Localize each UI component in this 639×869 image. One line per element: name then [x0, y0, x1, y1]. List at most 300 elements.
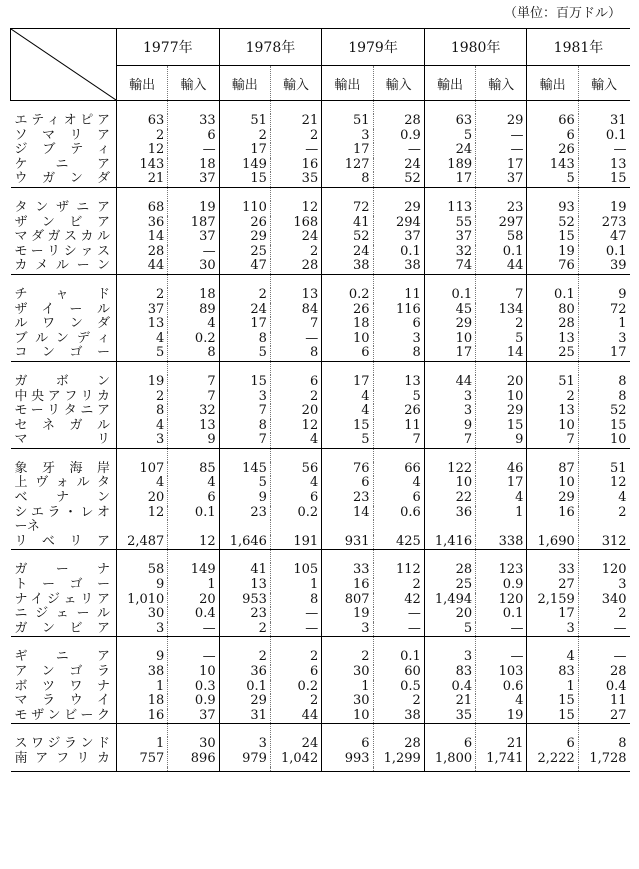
table-row [11, 650, 630, 665]
export-value: 26 [527, 143, 578, 158]
import-value: 58 [476, 230, 527, 245]
import-value: 9 [476, 433, 527, 448]
country-name: マリ [14, 432, 110, 448]
import-value: 18 [168, 288, 219, 303]
export-value: 757 [117, 752, 168, 767]
export-value: 1,800 [424, 752, 475, 767]
export-header: 輸出 [527, 66, 578, 101]
import-value: 168 [270, 216, 321, 231]
export-value: 38 [117, 665, 168, 680]
export-value: 28 [117, 245, 168, 260]
export-value: 93 [527, 201, 578, 216]
table-row [11, 578, 630, 593]
import-value: 39 [578, 259, 629, 274]
export-value: 13 [527, 404, 578, 419]
import-value: 46 [476, 462, 527, 477]
export-value: 5 [424, 129, 475, 144]
import-value: 2 [476, 317, 527, 332]
import-value: 1,299 [373, 752, 424, 767]
export-value: 7 [219, 404, 270, 419]
import-value: 33 [168, 114, 219, 129]
country-name: シエラ・レオ [14, 504, 110, 520]
export-header: 輸出 [322, 66, 373, 101]
import-value: 89 [168, 303, 219, 318]
import-value: 2 [578, 607, 629, 622]
import-value: 8 [578, 375, 629, 390]
import-value: 29 [476, 114, 527, 129]
country-name: ギニア [14, 649, 110, 665]
import-value: 13 [578, 158, 629, 173]
country-name: ガボン [14, 373, 110, 389]
table-row [11, 737, 630, 752]
export-value: 1,494 [424, 593, 475, 608]
export-value: 80 [527, 303, 578, 318]
export-value: 3 [527, 622, 578, 637]
table-row [11, 622, 630, 637]
export-value: 33 [322, 563, 373, 578]
country-name: 南アフリカ [14, 750, 110, 766]
import-value: — [476, 129, 527, 144]
export-value: 24 [424, 143, 475, 158]
export-value: 149 [219, 158, 270, 173]
import-value: 38 [373, 259, 424, 274]
import-value: — [373, 622, 424, 637]
export-value: 51 [219, 114, 270, 129]
export-value: 26 [219, 216, 270, 231]
export-value: 9 [117, 650, 168, 665]
import-value: 134 [476, 303, 527, 318]
import-value: 19 [578, 201, 629, 216]
export-value: 931 [322, 535, 373, 550]
import-value: 0.9 [476, 578, 527, 593]
import-value: 0.4 [578, 680, 629, 695]
year-header: 1981年 [527, 29, 630, 66]
import-value: 12 [270, 201, 321, 216]
import-value: 18 [168, 158, 219, 173]
export-value: 52 [527, 216, 578, 231]
export-value: 8 [117, 404, 168, 419]
export-value: 47 [219, 259, 270, 274]
import-value: — [168, 245, 219, 260]
export-value: 68 [117, 201, 168, 216]
import-value: 12 [168, 535, 219, 550]
export-value: 1,010 [117, 593, 168, 608]
country-name-cont: ーネ [14, 519, 40, 535]
import-value: 9 [168, 433, 219, 448]
table-row [11, 404, 630, 419]
table-row [11, 317, 630, 332]
export-value: 27 [527, 578, 578, 593]
export-value: 17 [424, 172, 475, 187]
import-value: 0.4 [168, 607, 219, 622]
table-row [11, 230, 630, 245]
import-value: 37 [476, 172, 527, 187]
export-value: 993 [322, 752, 373, 767]
export-value: 63 [117, 114, 168, 129]
import-value: 19 [168, 201, 219, 216]
export-value: 38 [322, 259, 373, 274]
export-value: 1,646 [219, 535, 270, 550]
import-value: 6 [373, 491, 424, 506]
import-value: 29 [476, 404, 527, 419]
export-value: 14 [322, 506, 373, 521]
import-value: 28 [373, 114, 424, 129]
export-value: 189 [424, 158, 475, 173]
import-value: 4 [373, 476, 424, 491]
export-value: 41 [219, 563, 270, 578]
export-value: 83 [424, 665, 475, 680]
import-value: 5 [476, 332, 527, 347]
import-value: 15 [578, 419, 629, 434]
table-row [11, 158, 630, 173]
import-value: 30 [168, 259, 219, 274]
group-separator [11, 274, 630, 288]
import-value: 16 [270, 158, 321, 173]
country-name: スワジランド [14, 736, 110, 752]
export-value: 6 [322, 476, 373, 491]
table-row [11, 259, 630, 274]
import-value: 42 [373, 593, 424, 608]
import-value: 37 [373, 230, 424, 245]
export-value: 0.2 [322, 288, 373, 303]
export-value: 23 [322, 491, 373, 506]
year-header: 1977年 [117, 29, 220, 66]
country-name: ソマリア [14, 127, 110, 143]
table-row [11, 172, 630, 187]
import-value: 44 [270, 709, 321, 724]
export-value: 0.4 [424, 680, 475, 695]
import-value: — [578, 143, 629, 158]
export-value: 29 [527, 491, 578, 506]
country-name: ガーナ [14, 562, 110, 578]
export-value: 110 [219, 201, 270, 216]
import-value: — [476, 650, 527, 665]
export-value: 12 [117, 506, 168, 521]
export-value: 4 [117, 332, 168, 347]
export-value: 7 [527, 433, 578, 448]
table-row [11, 520, 630, 535]
export-value: 1 [527, 680, 578, 695]
table-row [11, 245, 630, 260]
export-value: 3 [424, 404, 475, 419]
export-value: 20 [424, 607, 475, 622]
export-value: 17 [424, 346, 475, 361]
import-value: 149 [168, 563, 219, 578]
export-value: 5 [322, 433, 373, 448]
import-value: 52 [578, 404, 629, 419]
export-value: 15 [527, 694, 578, 709]
export-value: 143 [527, 158, 578, 173]
import-value: 56 [270, 462, 321, 477]
import-value: 2 [270, 694, 321, 709]
import-value: 8 [578, 390, 629, 405]
table-row [11, 694, 630, 709]
export-value: 74 [424, 259, 475, 274]
export-value: 20 [117, 491, 168, 506]
export-value: 29 [424, 317, 475, 332]
export-value: 55 [424, 216, 475, 231]
country-name: コンゴー [14, 345, 110, 361]
table-row [11, 607, 630, 622]
import-value: — [476, 143, 527, 158]
export-value: 0.1 [527, 288, 578, 303]
export-value: 13 [527, 332, 578, 347]
country-name: セネガル [14, 417, 110, 433]
table-row [11, 709, 630, 724]
import-value: 28 [373, 737, 424, 752]
import-value: 37 [168, 230, 219, 245]
empty-cell [322, 520, 373, 535]
empty-cell [373, 520, 424, 535]
import-value: — [270, 143, 321, 158]
import-value: 7 [168, 390, 219, 405]
export-value: 19 [117, 375, 168, 390]
export-value: 72 [322, 201, 373, 216]
export-value: 113 [424, 201, 475, 216]
import-value: 13 [168, 419, 219, 434]
export-value: 3 [219, 390, 270, 405]
export-value: 30 [322, 694, 373, 709]
import-value: 51 [578, 462, 629, 477]
country-name: ブルンディ [14, 330, 110, 346]
export-value: 32 [424, 245, 475, 260]
export-value: 87 [527, 462, 578, 477]
export-value: 10 [424, 332, 475, 347]
export-value: 6 [322, 737, 373, 752]
import-value: 123 [476, 563, 527, 578]
export-value: 2 [117, 129, 168, 144]
country-name: ケニア [14, 156, 110, 172]
table-row [11, 332, 630, 347]
group-separator [11, 550, 630, 564]
export-value: 1 [322, 680, 373, 695]
export-value: 4 [322, 390, 373, 405]
import-value: 17 [578, 346, 629, 361]
import-value: 120 [476, 593, 527, 608]
export-value: 1,416 [424, 535, 475, 550]
import-value: 0.2 [270, 506, 321, 521]
table-row [11, 201, 630, 216]
import-value: 84 [270, 303, 321, 318]
export-value: 5 [117, 346, 168, 361]
export-value: 3 [219, 737, 270, 752]
export-value: 17 [322, 143, 373, 158]
import-value: 35 [270, 172, 321, 187]
export-value: 16 [527, 506, 578, 521]
import-value: 312 [578, 535, 629, 550]
export-value: 5 [527, 172, 578, 187]
import-value: 7 [168, 375, 219, 390]
export-value: 2 [322, 650, 373, 665]
export-value: 6 [527, 737, 578, 752]
import-value: 4 [270, 476, 321, 491]
empty-cell [527, 520, 578, 535]
export-value: 6 [527, 129, 578, 144]
import-value: 1 [168, 578, 219, 593]
country-name: アンゴラ [14, 664, 110, 679]
country-name: カメルーン [14, 258, 110, 274]
year-header: 1979年 [322, 29, 425, 66]
group-separator [11, 637, 630, 651]
export-value: 24 [219, 303, 270, 318]
export-value: 2 [219, 288, 270, 303]
import-value: 11 [578, 694, 629, 709]
group-separator [11, 361, 630, 375]
import-value: 19 [476, 709, 527, 724]
import-value: — [270, 622, 321, 637]
export-value: 5 [219, 476, 270, 491]
import-value: 6 [373, 317, 424, 332]
country-name: マダガスカル [14, 229, 110, 245]
export-value: 36 [219, 665, 270, 680]
import-value: 8 [270, 593, 321, 608]
import-value: — [270, 607, 321, 622]
import-header: 輸入 [578, 66, 629, 101]
export-value: 37 [117, 303, 168, 318]
import-value: 20 [476, 375, 527, 390]
export-value: 10 [322, 709, 373, 724]
export-value: 17 [527, 607, 578, 622]
country-name: モーリタニア [14, 403, 110, 419]
import-value: 6 [270, 491, 321, 506]
country-name: エティオピア [14, 113, 110, 128]
export-value: 25 [424, 578, 475, 593]
export-value: 76 [527, 259, 578, 274]
export-value: 7 [219, 433, 270, 448]
export-value: 51 [322, 114, 373, 129]
import-value: 896 [168, 752, 219, 767]
export-value: 19 [527, 245, 578, 260]
bottom-rule [11, 767, 630, 772]
export-value: 122 [424, 462, 475, 477]
export-value: 36 [424, 506, 475, 521]
import-value: — [578, 622, 629, 637]
import-value: — [578, 650, 629, 665]
country-name: ナイジェリア [14, 591, 110, 607]
import-value: 187 [168, 216, 219, 231]
country-name: トーゴー [14, 577, 110, 593]
import-value: 1,741 [476, 752, 527, 767]
import-value: 273 [578, 216, 629, 231]
table-row [11, 390, 630, 405]
import-value: 20 [168, 593, 219, 608]
import-value: 66 [373, 462, 424, 477]
export-header: 輸出 [117, 66, 168, 101]
empty-cell [117, 520, 168, 535]
country-name: ガンビア [14, 620, 110, 636]
empty-cell [578, 520, 629, 535]
export-value: 14 [117, 230, 168, 245]
export-value: 29 [219, 230, 270, 245]
export-value: 44 [117, 259, 168, 274]
import-value: 0.1 [373, 650, 424, 665]
import-value: 425 [373, 535, 424, 550]
import-value: 4 [168, 476, 219, 491]
trade-table [10, 28, 630, 772]
export-value: 15 [322, 419, 373, 434]
export-value: 2 [219, 650, 270, 665]
import-value: 2 [373, 694, 424, 709]
export-value: 6 [322, 346, 373, 361]
export-value: 145 [219, 462, 270, 477]
import-value: 17 [476, 476, 527, 491]
country-name: ジブティ [14, 142, 110, 158]
country-name: 上ヴォルタ [14, 475, 110, 491]
export-value: 23 [219, 506, 270, 521]
export-value: 31 [219, 709, 270, 724]
export-value: 25 [527, 346, 578, 361]
table-row [11, 535, 630, 550]
import-value: 11 [373, 419, 424, 434]
export-value: 2,159 [527, 593, 578, 608]
export-value: 83 [527, 665, 578, 680]
export-value: 16 [322, 578, 373, 593]
country-name: ルワンダ [14, 316, 110, 332]
import-value: 13 [373, 375, 424, 390]
country-name: リベリア [14, 533, 110, 549]
year-header: 1978年 [219, 29, 322, 66]
import-value: 3 [578, 578, 629, 593]
import-value: 5 [373, 390, 424, 405]
import-value: — [270, 332, 321, 347]
export-value: 41 [322, 216, 373, 231]
import-value: 116 [373, 303, 424, 318]
country-name: モーリシァス [14, 243, 110, 259]
country-name: ザンビア [14, 214, 110, 230]
import-value: 44 [476, 259, 527, 274]
country-name: ウガンダ [14, 171, 110, 187]
export-value: 30 [322, 665, 373, 680]
country-name: ベナン [14, 490, 110, 506]
export-value: 44 [424, 375, 475, 390]
import-value: 6 [168, 491, 219, 506]
export-value: 18 [117, 694, 168, 709]
export-value: 127 [322, 158, 373, 173]
import-value: 1,042 [270, 752, 321, 767]
import-value: 8 [373, 346, 424, 361]
import-value: 2 [270, 129, 321, 144]
export-value: 3 [117, 622, 168, 637]
table-row [11, 375, 630, 390]
import-value: 32 [168, 404, 219, 419]
import-header: 輸入 [373, 66, 424, 101]
unit-label: （単位：百万ドル） [503, 6, 621, 21]
country-name: 中央アフリカ [14, 388, 110, 404]
import-value: 7 [270, 317, 321, 332]
export-value: 25 [219, 245, 270, 260]
import-value: 0.1 [476, 245, 527, 260]
export-value: 8 [322, 172, 373, 187]
import-value: — [168, 650, 219, 665]
export-value: 8 [219, 332, 270, 347]
export-value: 33 [527, 563, 578, 578]
export-value: 28 [424, 563, 475, 578]
table-row [11, 462, 630, 477]
country-name: ザイール [14, 301, 110, 317]
group-separator [11, 724, 630, 738]
import-value: — [476, 622, 527, 637]
import-value: 31 [578, 114, 629, 129]
export-value: 4 [322, 404, 373, 419]
import-value: 120 [578, 563, 629, 578]
year-header: 1980年 [424, 29, 527, 66]
country-name: 象牙海岸 [14, 460, 110, 476]
import-value: 297 [476, 216, 527, 231]
export-value: 2 [117, 288, 168, 303]
import-header: 輸入 [168, 66, 219, 101]
export-value: 76 [322, 462, 373, 477]
import-value: 12 [270, 419, 321, 434]
